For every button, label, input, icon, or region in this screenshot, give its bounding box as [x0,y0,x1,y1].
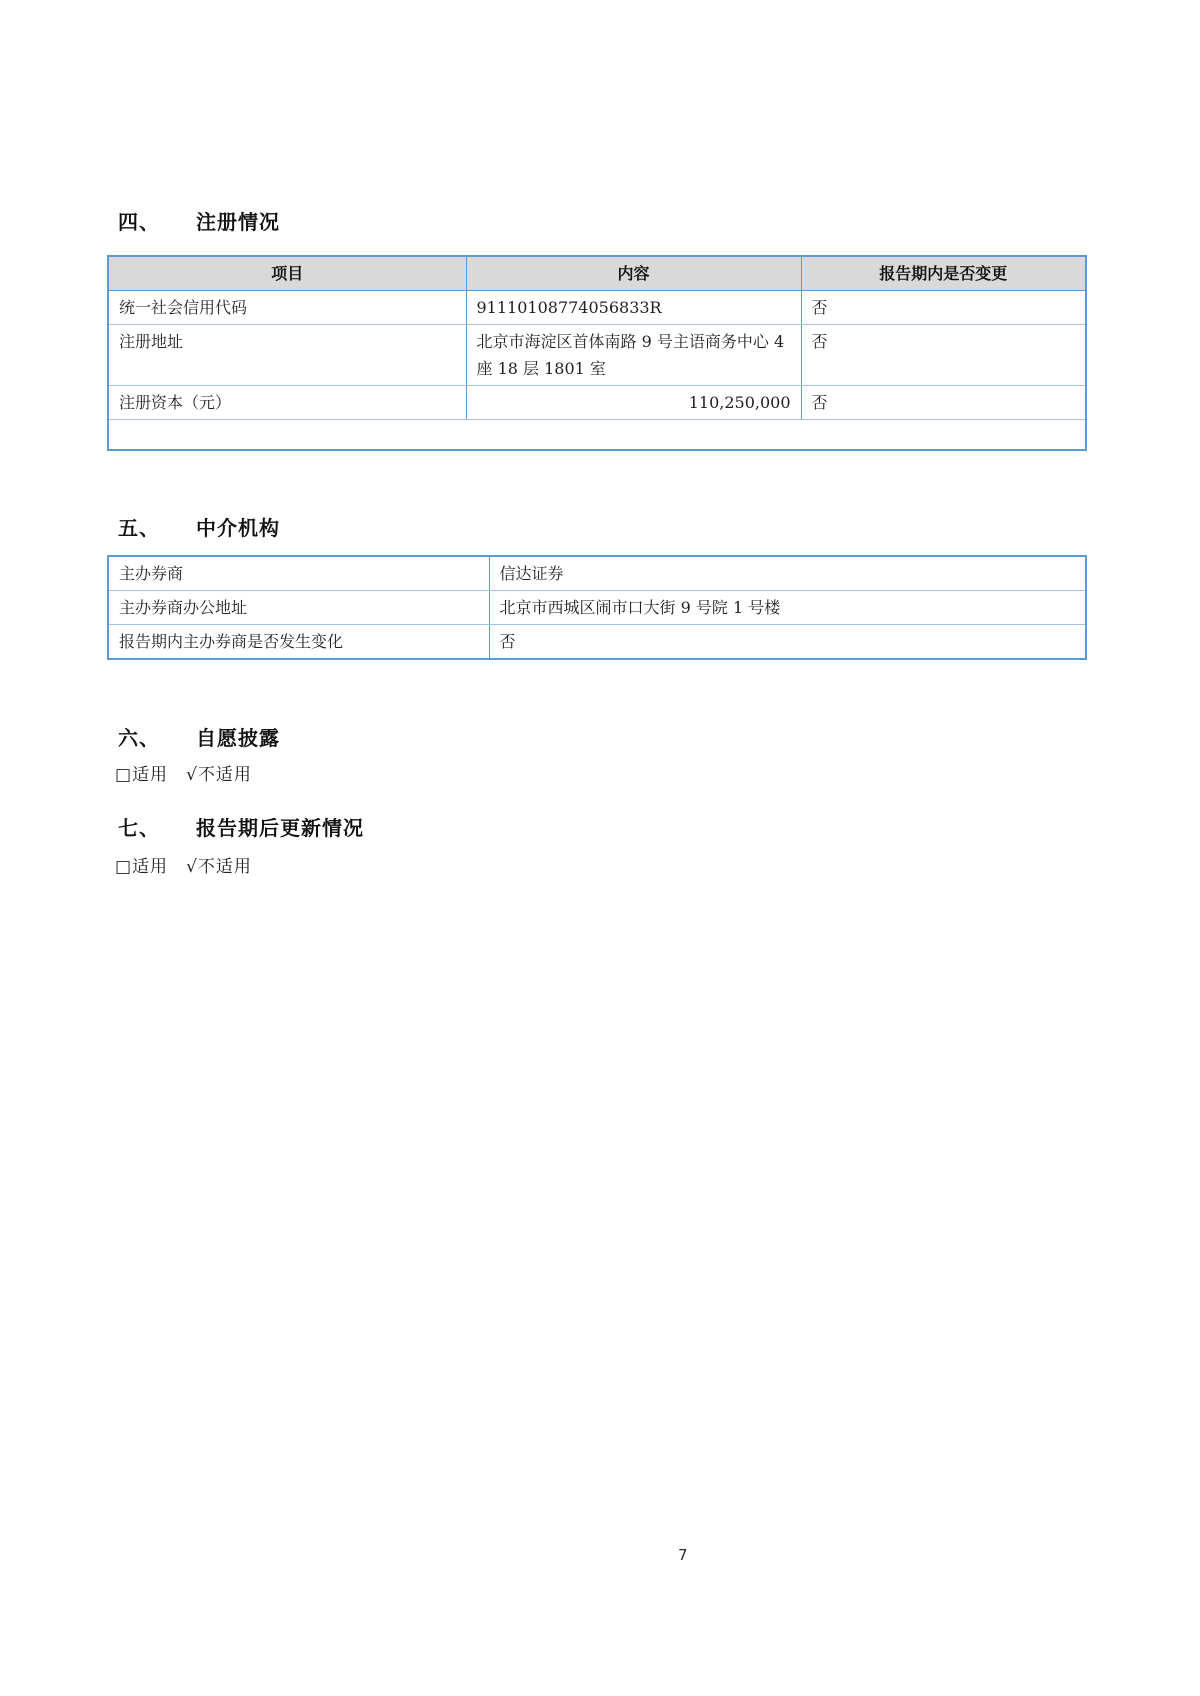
applicability-line-s7 [115,852,252,877]
empty-cell [108,420,1086,450]
cell-content: 北京市西城区闹市口大街 9 号院 1 号楼 [489,591,1086,625]
section-5-number: 五、 [118,516,160,540]
registration-header-row [108,256,1086,291]
header-item: 项目 [108,256,466,291]
section-4-heading [118,206,280,235]
cell-item: 主办券商办公地址 [108,591,489,625]
section-7-title: 报告期后更新情况 [196,816,364,840]
cell-content: 110,250,000 [466,386,801,420]
applicability-line-s6 [115,760,252,785]
table-row [108,591,1086,625]
cell-changed: 否 [801,291,1086,325]
section-5-heading [118,512,280,541]
not-applicable-label: 不适用 [197,765,252,785]
section-7-number: 七、 [118,816,160,840]
applicable-label: 适用 [132,765,169,785]
table-row [108,325,1086,386]
section-5-title: 中介机构 [196,516,280,540]
section-7-heading [118,812,364,841]
cell-item: 主办券商 [108,556,489,591]
applicable-label: 适用 [132,857,169,877]
check-mark-icon: √ [186,765,198,785]
section-6-title: 自愿披露 [196,726,280,750]
cell-content: 信达证券 [489,556,1086,591]
section-6-number: 六、 [118,726,160,750]
table-row [108,291,1086,325]
cell-item: 报告期内主办券商是否发生变化 [108,625,489,660]
header-changed: 报告期内是否变更 [801,256,1086,291]
cell-changed: 否 [801,325,1086,386]
section-6-heading [118,722,280,751]
page-number: 7 [678,1546,688,1564]
cell-changed: 否 [801,386,1086,420]
section-4-title: 注册情况 [196,210,280,234]
cell-item: 注册资本（元） [108,386,466,420]
table-row [108,386,1086,420]
header-content: 内容 [466,256,801,291]
section-4-number: 四、 [118,210,160,234]
cell-item: 统一社会信用代码 [108,291,466,325]
checkbox-unchecked-icon: □ [115,765,133,785]
table-row [108,625,1086,660]
checkbox-unchecked-icon: □ [115,857,133,877]
empty-row [108,420,1086,450]
table-row [108,556,1086,591]
cell-content: 否 [489,625,1086,660]
not-applicable-label: 不适用 [197,857,252,877]
cell-content: 北京市海淀区首体南路 9 号主语商务中心 4 座 18 层 1801 室 [466,325,801,386]
check-mark-icon: √ [186,857,198,877]
cell-item: 注册地址 [108,325,466,386]
registration-table [107,255,1087,451]
intermediary-table [107,555,1087,660]
cell-content: 91110108774056833R [466,291,801,325]
